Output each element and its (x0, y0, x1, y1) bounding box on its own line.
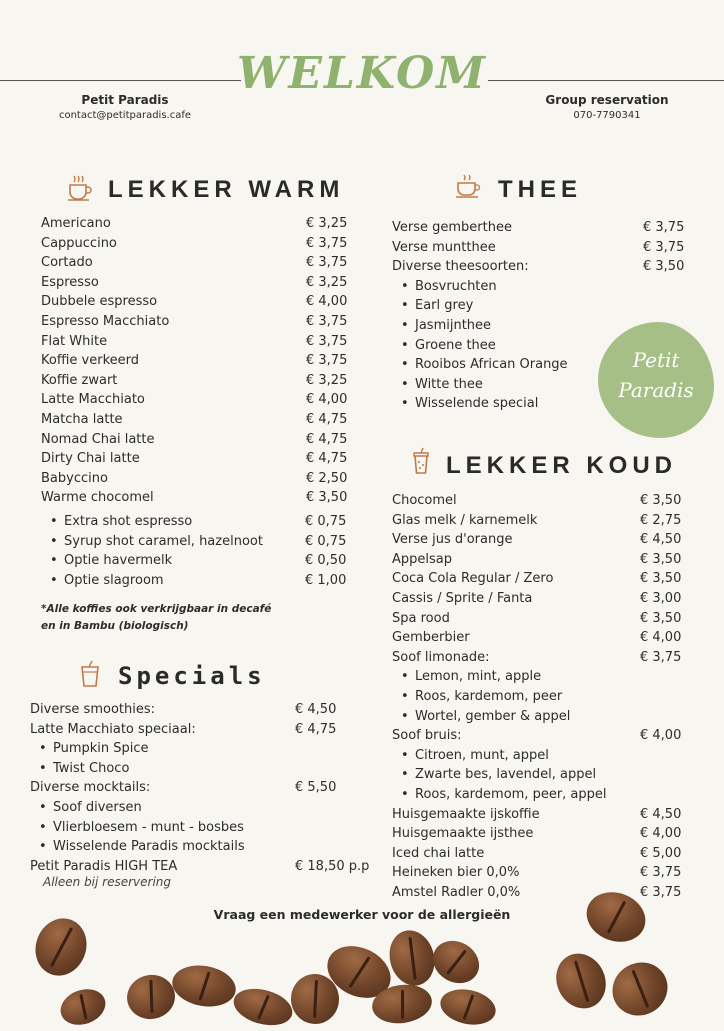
menu-item-name: Spa rood (392, 610, 450, 626)
menu-item-name: Heineken bier 0,0% (392, 865, 520, 881)
menu-item-name: Espresso (41, 274, 99, 290)
menu-item-price: € 3,50 (306, 490, 348, 506)
menu-item (392, 648, 688, 668)
menu-item-price: € 3,75 (306, 255, 348, 271)
menu-item (392, 491, 688, 511)
menu-item (41, 234, 351, 254)
menu-item-name: Cappuccino (41, 235, 117, 251)
menu-item (30, 818, 370, 838)
section-title-thee: THEE (498, 176, 583, 203)
menu-item-name: • Vlierbloesem - munt - bosbes (53, 818, 244, 838)
menu-item-price: € 3,75 (306, 333, 348, 349)
menu-item (41, 488, 351, 508)
menu-item (41, 430, 351, 450)
menu-item (30, 857, 370, 877)
decaf-note-line1: *Alle koffies ook verkrijgbaar in decafé (41, 603, 272, 615)
menu-item-name: • Extra shot espresso (64, 512, 192, 532)
menu-item-name: Dirty Chai latte (41, 451, 140, 467)
menu-item-price: € 0,50 (305, 553, 347, 569)
menu-item-name: Soof limonade: (392, 649, 490, 665)
iced-drink-icon (77, 660, 103, 688)
menu-item-price: € 3,50 (640, 610, 682, 626)
menu-item-name: • Soof diversen (53, 798, 142, 818)
menu-item (41, 332, 351, 352)
menu-item (41, 312, 351, 332)
menu-item-name: • Lemon, mint, apple (415, 667, 541, 687)
decaf-note-line2: en in Bambu (biologisch) (41, 620, 189, 632)
menu-item-name: • Citroen, munt, appel (415, 746, 549, 766)
menu-item-name: • Syrup shot caramel, hazelnoot (64, 532, 263, 552)
menu-item (392, 746, 688, 766)
coffee-bean (603, 952, 677, 1025)
menu-item (392, 550, 688, 570)
coffee-bean (547, 945, 614, 1016)
menu-item (392, 218, 688, 238)
page-title: WELKOM (237, 48, 487, 99)
menu-item-price: € 3,25 (306, 216, 348, 231)
menu-item-price: € 4,50 (640, 532, 682, 548)
menu-item-price: € 2,75 (640, 512, 682, 528)
menu-item-name: Cassis / Sprite / Fanta (392, 590, 533, 606)
menu-item-name: Flat White (41, 333, 108, 349)
menu-item-price: € 3,00 (640, 590, 682, 606)
menu-item-name: • Bosvruchten (415, 277, 497, 297)
koud-list (392, 491, 688, 902)
menu-item-price: € 3,50 (640, 493, 682, 508)
menu-item-price: € 5,00 (640, 845, 682, 861)
coffee-bean (169, 961, 239, 1012)
menu-item-price: € 3,75 (306, 235, 348, 251)
menu-item-name: Diverse mocktails: (30, 780, 151, 796)
menu-item-name: Glas melk / karnemelk (392, 512, 538, 528)
menu-item-name: • Groene thee (415, 336, 496, 356)
menu-item-price: € 4,00 (640, 728, 682, 744)
menu-item (41, 253, 351, 273)
menu-item (392, 765, 688, 785)
header-left (40, 93, 210, 121)
menu-item (30, 700, 370, 720)
menu-item (30, 720, 370, 740)
menu-item-price: € 4,00 (306, 294, 348, 310)
menu-item (392, 238, 688, 258)
logo-text-line2: Paradis (618, 378, 694, 402)
menu-item-price: € 3,75 (306, 353, 348, 369)
menu-item-name: • Optie havermelk (64, 551, 172, 571)
menu-item (30, 778, 370, 798)
phone-number[interactable]: 070-7790341 (573, 110, 641, 121)
menu-item-name: Huisgemaakte ijsthee (392, 826, 534, 842)
menu-item-name: Espresso Macchiato (41, 313, 170, 329)
menu-item-name: Americano (41, 216, 111, 231)
menu-item (392, 609, 688, 629)
header-right (527, 93, 687, 121)
menu-item (392, 805, 688, 825)
menu-item (392, 785, 688, 805)
menu-item-name: • Wisselende special (415, 394, 538, 414)
menu-item-price: € 3,75 (640, 649, 682, 665)
menu-item-name: Latte Macchiato speciaal: (30, 721, 196, 737)
menu-item (392, 844, 688, 864)
menu-item-name: Iced chai latte (392, 845, 485, 861)
menu-item (392, 824, 688, 844)
menu-item-price: € 1,00 (305, 572, 347, 588)
menu-item-price: € 4,00 (640, 826, 682, 842)
menu-item-price: € 4,75 (306, 431, 348, 447)
menu-item-name: • Witte thee (415, 375, 483, 395)
menu-item-name: Diverse theesoorten: (392, 259, 529, 275)
menu-item-price: € 3,25 (306, 372, 348, 388)
menu-item (30, 798, 370, 818)
menu-item (30, 739, 370, 759)
menu-item-name: Appelsap (392, 551, 452, 567)
menu-item-name: Nomad Chai latte (41, 431, 155, 447)
menu-item-price: € 18,50 p.p (295, 858, 370, 874)
menu-item-name: • Twist Choco (53, 759, 129, 779)
menu-item (30, 837, 370, 857)
menu-item-name: • Zwarte bes, lavendel, appel (415, 765, 596, 785)
menu-item (41, 469, 351, 489)
menu-item-price: € 0,75 (305, 514, 347, 529)
petit-paradis-logo (598, 322, 714, 438)
menu-item (392, 530, 688, 550)
menu-item-price: € 4,50 (295, 702, 337, 717)
menu-item-name: Warme chocomel (41, 490, 154, 506)
menu-item (392, 883, 688, 903)
menu-item (41, 371, 351, 391)
group-reservation-label: Group reservation (545, 93, 669, 107)
section-title-warm: LEKKER WARM (108, 176, 345, 203)
menu-item (41, 390, 351, 410)
menu-item-price: € 3,75 (640, 865, 682, 881)
menu-item (392, 628, 688, 648)
allergy-note: Vraag een medewerker voor de allergieën (213, 907, 511, 922)
menu-item-name: Verse gemberthee (392, 220, 512, 235)
coffee-cup-icon (66, 174, 92, 202)
menu-item (392, 589, 688, 609)
menu-item-name: Gemberbier (392, 630, 470, 646)
menu-item-name: Soof bruis: (392, 728, 462, 744)
coffee-bean (124, 971, 179, 1023)
high-tea-note: Alleen bij reservering (43, 875, 172, 889)
coffee-bean (425, 933, 487, 992)
contact-email[interactable]: contact@petitparadis.cafe (58, 110, 192, 121)
menu-item-name: • Rooibos African Orange (415, 355, 568, 375)
decaf-note (41, 601, 271, 635)
coffee-bean (437, 985, 499, 1030)
menu-item (392, 726, 688, 746)
menu-item-name: • Optie slagroom (64, 571, 164, 591)
menu-item-name: • Roos, kardemom, peer, appel (415, 785, 607, 805)
menu-item (392, 863, 688, 883)
menu-item (392, 511, 688, 531)
menu-item-price: € 4,75 (306, 451, 348, 467)
menu-item (30, 759, 370, 779)
menu-item-name: Diverse smoothies: (30, 702, 156, 717)
menu-item-name: Chocomel (392, 493, 457, 508)
menu-item-name: Petit Paradis HIGH TEA (30, 858, 178, 874)
menu-item-name: Amstel Radler 0,0% (392, 884, 521, 900)
menu-item-name: Koffie zwart (41, 372, 118, 388)
menu-item-price: € 3,25 (306, 274, 348, 290)
cafe-name: Petit Paradis (81, 93, 169, 107)
menu-item-price: € 4,75 (295, 721, 337, 737)
iced-coffee-icon (409, 447, 435, 475)
menu-item-name: Matcha latte (41, 411, 123, 427)
menu-item-price: € 0,75 (305, 533, 347, 549)
menu-item-name: Coca Cola Regular / Zero (392, 571, 554, 587)
warm-list (41, 214, 351, 508)
menu-item-price: € 3,75 (640, 884, 682, 900)
menu-item (64, 512, 351, 532)
menu-item (41, 214, 351, 234)
menu-item-name: • Wortel, gember & appel (415, 707, 570, 727)
menu-item-price: € 4,75 (306, 411, 348, 427)
menu-item (41, 292, 351, 312)
menu-item-name: Babyccino (41, 470, 108, 486)
menu-item-name: Latte Macchiato (41, 392, 145, 408)
menu-item-name: Koffie verkeerd (41, 353, 139, 369)
menu-item (392, 257, 688, 277)
menu-item-price: € 3,75 (306, 313, 348, 329)
menu-item (392, 667, 688, 687)
menu-item-price: € 3,50 (640, 551, 682, 567)
menu-item (41, 351, 351, 371)
menu-item (392, 707, 688, 727)
menu-item-price: € 4,50 (640, 806, 682, 822)
section-title-specials: Specials (118, 662, 266, 690)
menu-item-name: Verse muntthee (392, 239, 496, 255)
logo-text-line1: Petit (632, 348, 680, 372)
menu-item-name: Verse jus d'orange (392, 532, 513, 548)
menu-item (41, 410, 351, 430)
menu-item-price: € 3,50 (643, 259, 685, 275)
specials-list (30, 700, 370, 876)
menu-item-price: € 5,50 (295, 780, 337, 796)
menu-item (64, 571, 351, 591)
menu-item (41, 449, 351, 469)
menu-item (392, 296, 688, 316)
warm-extras-list (64, 512, 351, 590)
menu-item (392, 277, 688, 297)
menu-item (392, 687, 688, 707)
menu-item-price: € 4,00 (640, 630, 682, 646)
menu-item-name: Cortado (41, 255, 93, 271)
menu-item-price: € 4,00 (306, 392, 348, 408)
menu-item-price: € 3,75 (643, 220, 685, 235)
menu-item-price: € 3,75 (643, 239, 685, 255)
menu-item (41, 273, 351, 293)
menu-item-name: • Pumpkin Spice (53, 739, 149, 759)
menu-item (64, 551, 351, 571)
menu-item-name: • Jasmijnthee (415, 316, 491, 336)
menu-item-name: • Earl grey (415, 296, 473, 316)
menu-item (64, 532, 351, 552)
menu-item-name: Dubbele espresso (41, 294, 158, 310)
menu-item-price: € 2,50 (306, 470, 348, 486)
menu-item-name: • Roos, kardemom, peer (415, 687, 562, 707)
menu-item-price: € 3,50 (640, 571, 682, 587)
menu-item-name: • Wisselende Paradis mocktails (53, 837, 245, 857)
menu-item (392, 569, 688, 589)
menu-item-name: Huisgemaakte ijskoffie (392, 806, 540, 822)
tea-cup-icon (455, 172, 481, 200)
section-title-koud: LEKKER KOUD (446, 452, 678, 479)
